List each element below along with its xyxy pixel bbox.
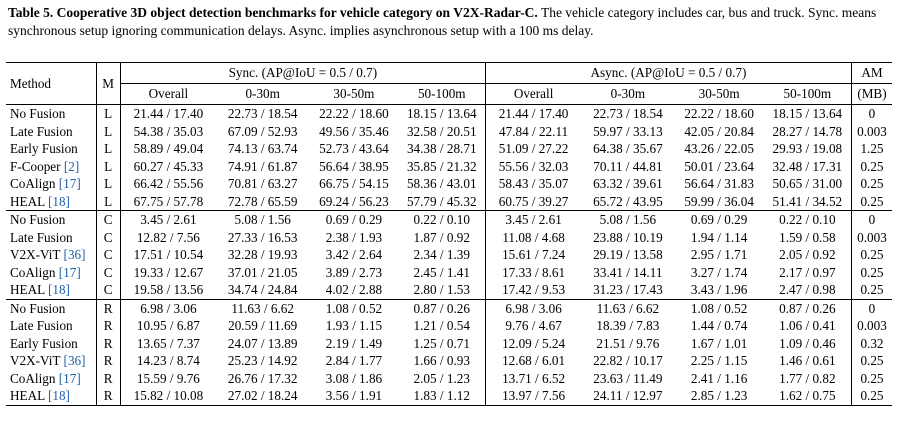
async-ap-cell: 1.44 / 0.74 xyxy=(690,318,748,333)
table-row xyxy=(6,281,892,299)
async-ap-cell: 15.61 / 7.24 xyxy=(485,246,581,264)
sync-ap-cell: 1.83 / 1.12 xyxy=(399,387,486,405)
method-cell xyxy=(6,229,96,247)
method-name: F-Cooper xyxy=(10,158,61,174)
method-cell xyxy=(6,158,96,176)
async-ap-cell: 17.42 / 9.53 xyxy=(485,281,581,299)
table-row xyxy=(6,123,892,141)
async-ap-cell: 22.82 / 10.17 xyxy=(593,353,663,368)
async-ap-cell: 1.59 / 0.58 xyxy=(779,229,836,245)
sync-header: Sync. (AP@IoU = 0.5 / 0.7) xyxy=(120,63,485,84)
am-cell: 0.25 xyxy=(851,264,892,282)
table-row xyxy=(6,264,892,282)
sync-ap-cell: 2.84 / 1.77 xyxy=(325,353,383,368)
sync-ap-cell: 74.91 / 61.87 xyxy=(227,158,298,174)
async-ap-cell: 47.84 / 22.11 xyxy=(485,123,581,141)
sync-ap-cell: 2.80 / 1.53 xyxy=(413,282,470,297)
table-row xyxy=(6,158,892,176)
sync-ap-cell: 57.79 / 45.32 xyxy=(406,193,477,209)
table-caption xyxy=(8,4,892,40)
table-row xyxy=(6,140,892,158)
modality-cell: R xyxy=(96,317,120,335)
sync-ap-cell: 18.15 / 13.64 xyxy=(399,105,486,123)
sync-0-30-header: 0-30m xyxy=(245,86,280,101)
method-name: HEAL xyxy=(10,388,45,403)
async-ap-cell: 60.75 / 39.27 xyxy=(485,193,581,211)
async-ap-cell: 2.47 / 0.98 xyxy=(779,282,836,297)
method-name: Late Fusion xyxy=(10,318,73,333)
async-ap-cell: 32.48 / 17.31 xyxy=(772,158,843,174)
async-ap-cell: 56.64 / 31.83 xyxy=(684,176,754,191)
modality-cell: L xyxy=(96,175,120,193)
citation-link[interactable]: [18] xyxy=(47,193,70,209)
method-cell xyxy=(6,246,96,264)
method-name: No Fusion xyxy=(10,300,66,316)
sync-ap-cell: 5.08 / 1.56 xyxy=(216,211,309,229)
sync-ap-cell: 49.56 / 35.46 xyxy=(319,123,389,139)
citation-link[interactable]: [17] xyxy=(58,176,81,191)
async-ap-cell: 43.26 / 22.05 xyxy=(684,141,754,156)
sync-ap-cell: 32.58 / 20.51 xyxy=(406,123,477,139)
async-50-100-header: 50-100m xyxy=(783,86,832,101)
async-ap-cell: 29.93 / 19.08 xyxy=(772,141,843,156)
table-row xyxy=(6,105,892,123)
async-ap-cell: 0.69 / 0.29 xyxy=(675,211,764,229)
table-row xyxy=(6,246,892,264)
caption-label: Table 5. xyxy=(8,5,54,20)
async-ap-cell: 12.09 / 5.24 xyxy=(485,335,581,353)
modality-cell: R xyxy=(96,387,120,405)
sync-ap-cell: 14.23 / 8.74 xyxy=(120,352,216,370)
sync-ap-cell: 2.38 / 1.93 xyxy=(325,229,383,245)
sync-ap-cell: 22.73 / 18.54 xyxy=(216,105,309,123)
async-ap-cell: 2.05 / 0.92 xyxy=(779,247,836,262)
method-name: V2X-ViT xyxy=(10,247,61,262)
am-cell: 1.25 xyxy=(851,140,892,158)
method-cell xyxy=(6,281,96,299)
sync-ap-cell: 72.78 / 65.59 xyxy=(227,193,298,209)
modality-cell: C xyxy=(96,229,120,247)
sync-ap-cell: 34.74 / 24.84 xyxy=(227,282,298,297)
async-ap-cell: 1.08 / 0.52 xyxy=(675,299,764,317)
sync-ap-cell: 0.69 / 0.29 xyxy=(309,211,398,229)
modality-cell: C xyxy=(96,264,120,282)
am-header: AM xyxy=(851,63,892,84)
method-cell xyxy=(6,352,96,370)
table-row xyxy=(6,387,892,405)
sync-ap-cell: 1.87 / 0.92 xyxy=(413,229,470,245)
method-name: Early Fusion xyxy=(10,335,78,351)
async-ap-cell: 23.63 / 11.49 xyxy=(593,370,663,386)
sync-ap-cell: 56.64 / 38.95 xyxy=(319,158,389,174)
am-cell: 0.32 xyxy=(851,335,892,353)
am-cell: 0.003 xyxy=(851,123,892,141)
citation-link[interactable]: [36] xyxy=(63,247,86,262)
citation-link[interactable]: [17] xyxy=(58,264,81,280)
sync-ap-cell: 35.85 / 21.32 xyxy=(406,158,477,174)
sync-ap-cell: 70.81 / 63.27 xyxy=(227,176,298,191)
am-cell: 0.25 xyxy=(851,387,892,405)
table-row xyxy=(6,175,892,193)
async-ap-cell: 24.11 / 12.97 xyxy=(581,387,674,405)
async-30-50-header: 30-50m xyxy=(698,86,740,101)
table-row xyxy=(6,229,892,247)
async-ap-cell: 0.87 / 0.26 xyxy=(764,299,852,317)
modality-cell: C xyxy=(96,246,120,264)
table-row xyxy=(6,370,892,388)
am-cell: 0.25 xyxy=(851,158,892,176)
async-ap-cell: 55.56 / 32.03 xyxy=(485,158,581,176)
async-ap-cell: 6.98 / 3.06 xyxy=(485,299,581,317)
method-name: Late Fusion xyxy=(10,229,73,245)
sync-ap-cell: 4.02 / 2.88 xyxy=(325,282,383,297)
async-ap-cell: 1.94 / 1.14 xyxy=(690,229,748,245)
async-ap-cell: 33.41 / 14.11 xyxy=(593,264,663,280)
sync-ap-cell: 17.51 / 10.54 xyxy=(120,246,216,264)
async-ap-cell: 65.72 / 43.95 xyxy=(593,193,663,209)
modality-cell: C xyxy=(96,211,120,229)
header-row-2 xyxy=(6,84,892,105)
method-name: No Fusion xyxy=(10,212,66,227)
modality-cell: L xyxy=(96,193,120,211)
sync-50-100-header: 50-100m xyxy=(417,86,466,101)
async-ap-cell: 29.19 / 13.58 xyxy=(593,247,663,262)
sync-30-50-header: 30-50m xyxy=(333,86,375,101)
async-ap-cell: 59.97 / 33.13 xyxy=(593,123,663,139)
sync-ap-cell: 21.44 / 17.40 xyxy=(120,105,216,123)
sync-ap-cell: 19.58 / 13.56 xyxy=(120,281,216,299)
am-cell: 0.25 xyxy=(851,193,892,211)
async-ap-cell: 64.38 / 35.67 xyxy=(593,141,663,156)
async-ap-cell: 3.27 / 1.74 xyxy=(690,264,748,280)
async-ap-cell: 13.97 / 7.56 xyxy=(485,387,581,405)
table-row xyxy=(6,352,892,370)
sync-ap-cell: 1.08 / 0.52 xyxy=(309,299,398,317)
sync-ap-cell: 69.24 / 56.23 xyxy=(319,193,389,209)
citation-link[interactable]: [36] xyxy=(63,353,86,368)
method-cell xyxy=(6,175,96,193)
method-name: CoAlign xyxy=(10,176,56,191)
sync-ap-cell: 66.42 / 55.56 xyxy=(120,175,216,193)
caption-title: Cooperative 3D object detection benchmarks for vehicle category on V2X-Radar-C. xyxy=(56,5,538,20)
sync-ap-cell: 52.73 / 43.64 xyxy=(319,141,389,156)
async-ap-cell: 51.09 / 27.22 xyxy=(485,140,581,158)
method-cell xyxy=(6,335,96,353)
sync-ap-cell: 15.82 / 10.08 xyxy=(120,387,216,405)
sync-ap-cell: 26.76 / 17.32 xyxy=(227,370,298,386)
async-ap-cell: 42.05 / 20.84 xyxy=(684,123,754,139)
sync-ap-cell: 1.21 / 0.54 xyxy=(413,318,470,333)
modality-cell: R xyxy=(96,370,120,388)
am-cell: 0.003 xyxy=(851,317,892,335)
sync-ap-cell: 27.02 / 18.24 xyxy=(216,387,309,405)
sync-ap-cell: 20.59 / 11.69 xyxy=(228,318,298,333)
sync-ap-cell: 60.27 / 45.33 xyxy=(120,158,216,176)
async-ap-cell: 11.08 / 4.68 xyxy=(485,229,581,247)
async-ap-cell: 59.99 / 36.04 xyxy=(684,193,754,209)
method-name: Late Fusion xyxy=(10,123,73,139)
sync-ap-cell: 25.23 / 14.92 xyxy=(227,353,298,368)
modality-cell: L xyxy=(96,105,120,123)
sync-ap-cell: 3.56 / 1.91 xyxy=(309,387,398,405)
sync-ap-cell: 2.34 / 1.39 xyxy=(413,247,470,262)
async-ap-cell: 51.41 / 34.52 xyxy=(772,193,843,209)
am-cell: 0.25 xyxy=(851,352,892,370)
method-cell xyxy=(6,387,96,405)
async-0-30-header: 0-30m xyxy=(610,86,646,101)
am-unit-header: (MB) xyxy=(851,84,892,105)
sync-ap-cell: 58.36 / 43.01 xyxy=(406,176,477,191)
sync-ap-cell: 0.22 / 0.10 xyxy=(399,211,486,229)
sync-ap-cell: 34.38 / 28.71 xyxy=(406,141,477,156)
async-ap-cell: 9.76 / 4.67 xyxy=(485,317,581,335)
async-ap-cell: 50.65 / 31.00 xyxy=(772,176,843,191)
async-ap-cell: 31.23 / 17.43 xyxy=(593,282,663,297)
async-ap-cell: 2.95 / 1.71 xyxy=(690,247,748,262)
method-cell xyxy=(6,105,96,123)
sync-ap-cell: 67.09 / 52.93 xyxy=(227,123,298,139)
sync-ap-cell: 10.95 / 6.87 xyxy=(120,317,216,335)
method-cell xyxy=(6,193,96,211)
citation-link[interactable]: [2] xyxy=(63,158,80,174)
sync-ap-cell: 6.98 / 3.06 xyxy=(120,299,216,317)
async-ap-cell: 3.43 / 1.96 xyxy=(690,282,748,297)
citation-link[interactable]: [18] xyxy=(47,282,70,297)
am-cell: 0.25 xyxy=(851,175,892,193)
am-cell: 0 xyxy=(851,211,892,229)
sync-ap-cell: 3.08 / 1.86 xyxy=(325,370,383,386)
async-ap-cell: 11.63 / 6.62 xyxy=(581,299,674,317)
table-row xyxy=(6,335,892,353)
am-cell: 0 xyxy=(851,299,892,317)
async-ap-cell: 17.33 / 8.61 xyxy=(485,264,581,282)
sync-ap-cell: 15.59 / 9.76 xyxy=(120,370,216,388)
am-cell: 0.25 xyxy=(851,370,892,388)
async-ap-cell: 1.46 / 0.61 xyxy=(779,353,836,368)
sync-overall-header: Overall xyxy=(120,84,216,105)
async-ap-cell: 3.45 / 2.61 xyxy=(485,211,581,229)
async-ap-cell: 63.32 / 39.61 xyxy=(593,176,663,191)
method-cell xyxy=(6,317,96,335)
async-ap-cell: 50.01 / 23.64 xyxy=(684,158,754,174)
header-row-1 xyxy=(6,63,892,84)
table-row xyxy=(6,211,892,229)
method-name: Early Fusion xyxy=(10,141,78,156)
async-ap-cell: 2.85 / 1.23 xyxy=(675,387,764,405)
sync-ap-cell: 11.63 / 6.62 xyxy=(216,299,309,317)
async-ap-cell: 22.22 / 18.60 xyxy=(675,105,764,123)
async-ap-cell: 22.73 / 18.54 xyxy=(581,105,674,123)
async-ap-cell: 0.22 / 0.10 xyxy=(764,211,852,229)
sync-ap-cell: 54.38 / 35.03 xyxy=(120,123,216,141)
async-ap-cell: 2.17 / 0.97 xyxy=(779,264,836,280)
method-name: CoAlign xyxy=(10,264,56,280)
sync-ap-cell: 2.45 / 1.41 xyxy=(413,264,470,280)
method-name: No Fusion xyxy=(10,106,66,121)
async-ap-cell: 18.39 / 7.83 xyxy=(596,318,660,333)
table-row xyxy=(6,317,892,335)
am-cell: 0.003 xyxy=(851,229,892,247)
modality-cell: L xyxy=(96,140,120,158)
async-overall-header: Overall xyxy=(485,84,581,105)
sync-ap-cell: 74.13 / 63.74 xyxy=(227,141,298,156)
caption-text: The vehicle category includes car, bus and truck. Sync. means synchronous setup ignoring communication delays. Async. implies asynchronous setup with a 100 ms delay. xyxy=(8,5,877,38)
modality-cell: R xyxy=(96,299,120,317)
async-ap-cell: 21.51 / 9.76 xyxy=(596,335,660,351)
sync-ap-cell: 12.82 / 7.56 xyxy=(120,229,216,247)
sync-ap-cell: 3.42 / 2.64 xyxy=(325,247,383,262)
modality-cell: R xyxy=(96,335,120,353)
method-cell xyxy=(6,370,96,388)
table-body xyxy=(6,105,892,406)
benchmark-table xyxy=(6,62,892,406)
async-ap-cell: 1.67 / 1.01 xyxy=(690,335,748,351)
method-cell xyxy=(6,299,96,317)
method-name: CoAlign xyxy=(10,370,56,386)
sync-ap-cell: 24.07 / 13.89 xyxy=(227,335,298,351)
am-cell: 0 xyxy=(851,105,892,123)
sync-ap-cell: 3.89 / 2.73 xyxy=(325,264,383,280)
method-header: Method xyxy=(6,63,96,105)
sync-ap-cell: 32.28 / 19.93 xyxy=(227,247,298,262)
sync-ap-cell: 1.93 / 1.15 xyxy=(325,318,383,333)
async-ap-cell: 13.71 / 6.52 xyxy=(485,370,581,388)
sync-ap-cell: 67.75 / 57.78 xyxy=(120,193,216,211)
sync-ap-cell: 13.65 / 7.37 xyxy=(120,335,216,353)
async-ap-cell: 1.09 / 0.46 xyxy=(779,335,836,351)
modality-cell: L xyxy=(96,123,120,141)
method-cell xyxy=(6,264,96,282)
sync-ap-cell: 0.87 / 0.26 xyxy=(399,299,486,317)
async-ap-cell: 28.27 / 14.78 xyxy=(772,123,843,139)
sync-ap-cell: 1.25 / 0.71 xyxy=(413,335,470,351)
sync-ap-cell: 58.89 / 49.04 xyxy=(120,140,216,158)
async-ap-cell: 1.06 / 0.41 xyxy=(779,318,836,333)
sync-ap-cell: 3.45 / 2.61 xyxy=(120,211,216,229)
am-cell: 0.25 xyxy=(851,246,892,264)
async-ap-cell: 18.15 / 13.64 xyxy=(764,105,852,123)
method-name: HEAL xyxy=(10,282,45,297)
modality-header: M xyxy=(96,63,120,105)
sync-ap-cell: 22.22 / 18.60 xyxy=(309,105,398,123)
method-cell xyxy=(6,140,96,158)
async-ap-cell: 1.77 / 0.82 xyxy=(779,370,836,386)
async-ap-cell: 2.25 / 1.15 xyxy=(690,353,748,368)
async-ap-cell: 2.41 / 1.16 xyxy=(690,370,748,386)
modality-cell: R xyxy=(96,352,120,370)
sync-ap-cell: 1.66 / 0.93 xyxy=(413,353,470,368)
sync-ap-cell: 2.05 / 1.23 xyxy=(413,370,470,386)
async-ap-cell: 21.44 / 17.40 xyxy=(485,105,581,123)
table-row xyxy=(6,299,892,317)
sync-ap-cell: 66.75 / 54.15 xyxy=(319,176,389,191)
method-cell xyxy=(6,123,96,141)
modality-cell: C xyxy=(96,281,120,299)
async-ap-cell: 12.68 / 6.01 xyxy=(485,352,581,370)
async-ap-cell: 1.62 / 0.75 xyxy=(764,387,852,405)
method-name: HEAL xyxy=(10,193,45,209)
modality-cell: L xyxy=(96,158,120,176)
citation-link[interactable]: [18] xyxy=(47,388,70,403)
sync-ap-cell: 2.19 / 1.49 xyxy=(325,335,383,351)
async-ap-cell: 23.88 / 10.19 xyxy=(593,229,663,245)
async-ap-cell: 5.08 / 1.56 xyxy=(581,211,674,229)
sync-ap-cell: 27.33 / 16.53 xyxy=(227,229,298,245)
async-ap-cell: 70.11 / 44.81 xyxy=(593,158,663,174)
am-cell: 0.25 xyxy=(851,281,892,299)
sync-ap-cell: 37.01 / 21.05 xyxy=(227,264,298,280)
async-ap-cell: 58.43 / 35.07 xyxy=(485,175,581,193)
citation-link[interactable]: [17] xyxy=(58,370,81,386)
sync-ap-cell: 19.33 / 12.67 xyxy=(120,264,216,282)
method-name: V2X-ViT xyxy=(10,353,61,368)
method-cell xyxy=(6,211,96,229)
async-header: Async. (AP@IoU = 0.5 / 0.7) xyxy=(485,63,851,84)
table-row xyxy=(6,193,892,211)
